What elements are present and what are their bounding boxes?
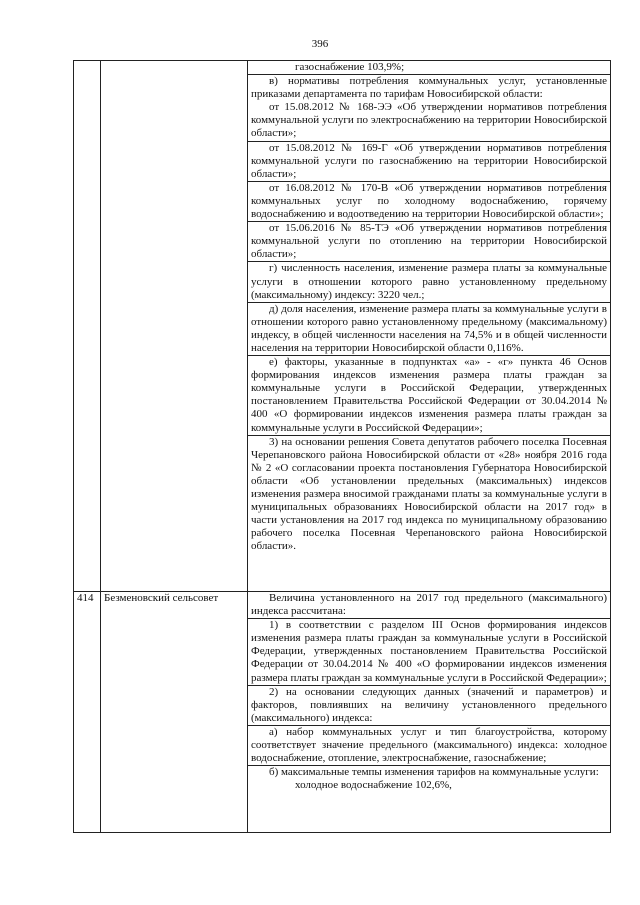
paragraph: газоснабжение 103,9%; xyxy=(295,61,405,73)
municipality-name-cell: Безменовский сельсовет xyxy=(101,592,248,833)
paragraph: б) максимальные темпы изменения тарифов на коммунальные услуги: xyxy=(269,766,599,779)
row-number-cell: 414 xyxy=(74,592,101,833)
paragraph: от 15.08.2012 № 169-Г «Об утверждении нормативов потребления коммунальной услуги по газоснабжению на территории Новосибирской области»; xyxy=(251,141,607,180)
description-cell xyxy=(248,61,611,592)
row-number-cell xyxy=(74,61,101,592)
municipality-name-cell xyxy=(101,61,248,592)
paragraph: от 15.06.2016 № 85-ТЭ «Об утверждении нормативов потребления коммунальной услуги по отоплению на территории Новосибирской области»; xyxy=(251,222,607,261)
paragraph: г) численность населения, изменение размера платы за коммунальные услуги в отношении которого равно установленному предельному (максимальному) индексу: 3220 чел.; xyxy=(251,262,607,301)
document-table xyxy=(73,60,611,833)
paragraph: холодное водоснабжение 102,6%, xyxy=(295,779,452,792)
paragraph: 1) в соответствии с разделом III Основ формирования индексов изменения размера платы граждан за коммунальные услуги в Российской Федерации, утвержденных постановлением Правительства Российской Федерации от 30.04.2014 № 400 «О формировании индексов изменения размера платы граждан за коммунальные услуги в Российской Федерации»; xyxy=(251,619,607,684)
paragraph: Величина установленного на 2017 год предельного (максимального) индекса рассчитана: xyxy=(251,592,607,618)
page-number: 396 xyxy=(311,38,329,50)
paragraph: в) нормативы потребления коммунальных услуг, установленные приказами департамента по тарифам Новосибирской области: xyxy=(251,75,607,101)
table-row xyxy=(74,61,611,592)
table-row xyxy=(74,592,611,833)
paragraph: от 15.08.2012 № 168-ЭЭ «Об утверждении нормативов потребления коммунальной услуги по электроснабжению на территории Новосибирской области»; xyxy=(251,101,607,140)
paragraph: а) набор коммунальных услуг и тип благоустройства, которому соответствует значение предельного (максимального) индекса: холодное водоснабжение, отопление, электроснабжение, газоснабжение; xyxy=(251,725,607,765)
paragraph: е) факторы, указанные в подпунктах «а» - «г» пункта 46 Основ формирования индексов изменения размера платы граждан за коммунальные услуги в Российской Федерации, утвержденных постановлением Правительства Российской Федерации от 30.04.2014 № 400 «О формировании индексов изменения размера платы граждан за коммунальные услуги в Российской Федерации»; xyxy=(251,356,607,434)
paragraph: д) доля населения, изменение размера платы за коммунальные услуги в отношении которого равно установленному предельному (максимальному) индексу, в общей численности населения на 74,5% и в общей численности населения на территории Новосибирской области 0,116%. xyxy=(251,302,607,354)
paragraph: 2) на основании следующих данных (значений и параметров) и факторов, повлиявших на величину установленного предельного (максимального) индекса: xyxy=(251,685,607,724)
paragraph: от 16.08.2012 № 170-В «Об утверждении нормативов потребления коммунальных услуг по холодному водоснабжению, горячему водоснабжению и водоотведению на территории Новосибирской области»; xyxy=(251,181,607,221)
paragraph: 3) на основании решения Совета депутатов рабочего поселка Посевная Черепановского района Новосибирской области от «28» ноября 2016 года № 2 «О согласовании проекта постановления Губернатора Новосибирской области «Об установлении предельных (максимальных) индексов изменения размера вносимой гражданами платы за коммунальные услуги в муниципальных образованиях Новосибирской области на 2017 год» в части установления на 2017 год индекса по муниципальному образованию рабочего поселка Посевная Черепановского района Новосибирской области». xyxy=(251,435,607,553)
description-cell xyxy=(248,592,611,833)
